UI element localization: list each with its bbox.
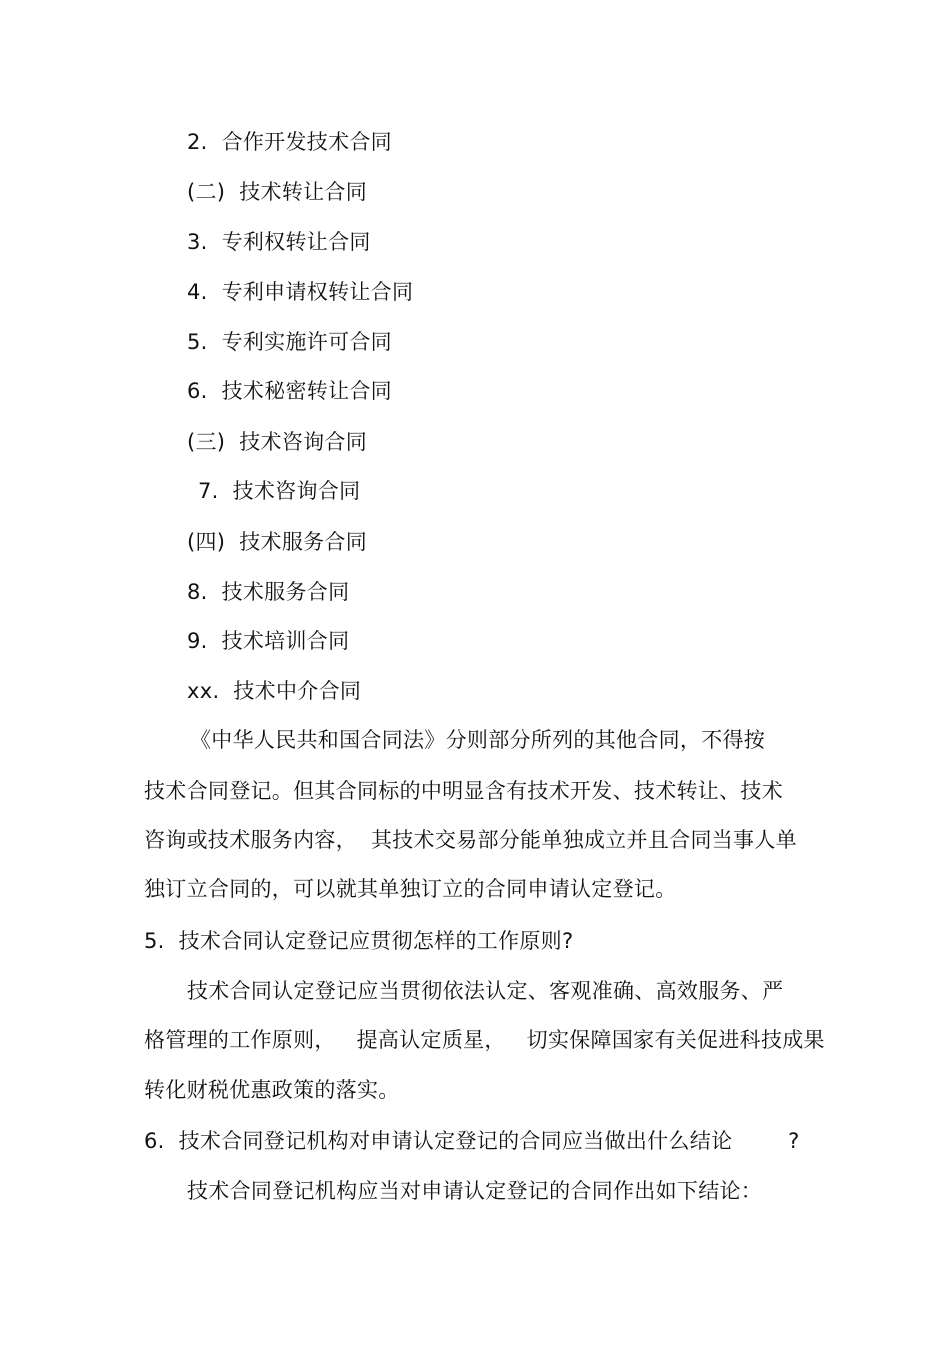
list-item: 6. 技术秘密转让合同 [187, 379, 392, 403]
list-item: xx. 技术中介合同 [187, 679, 362, 703]
list-item: 7. 技术咨询合同 [198, 479, 361, 503]
paragraph-line: 转化财税优惠政策的落实。 [144, 1078, 400, 1102]
paragraph-line: 独订立合同的，可以就其单独订立的合同申请认定登记。 [144, 877, 677, 901]
list-item: 2. 合作开发技术合同 [187, 130, 392, 154]
section-heading: (三) 技术咨询合同 [187, 430, 368, 454]
paragraph-line: 咨询或技术服务内容， 其技术交易部分能单独成立并且合同当事人单 [144, 828, 797, 852]
section-heading: (二) 技术转让合同 [187, 180, 368, 204]
paragraph-line: 技术合同登记机构应当对申请认定登记的合同作出如下结论： [187, 1179, 763, 1203]
question-heading: 5. 技术合同认定登记应贯彻怎样的工作原则? [144, 929, 574, 953]
list-item: 3. 专利权转让合同 [187, 230, 371, 254]
list-item: 5. 专利实施许可合同 [187, 330, 392, 354]
paragraph-line: 技术合同认定登记应当贯彻依法认定、客观准确、高效服务、严 [187, 979, 784, 1003]
paragraph-line: 《中华人民共和国合同法》分则部分所列的其他合同，不得按 [190, 728, 766, 752]
paragraph-line: 格管理的工作原则， 提高认定质星， 切实保障国家有关促进科技成果 [144, 1028, 825, 1052]
paragraph-line: 技术合同登记。但其合同标的中明显含有技术开发、技术转让、技术 [144, 779, 783, 803]
list-item: 9. 技术培训合同 [187, 629, 350, 653]
section-heading: (四) 技术服务合同 [187, 530, 368, 554]
list-item: 4. 专利申请权转让合同 [187, 280, 414, 304]
question-heading: 6. 技术合同登记机构对申请认定登记的合同应当做出什么结论 ? [144, 1129, 800, 1153]
list-item: 8. 技术服务合同 [187, 580, 350, 604]
